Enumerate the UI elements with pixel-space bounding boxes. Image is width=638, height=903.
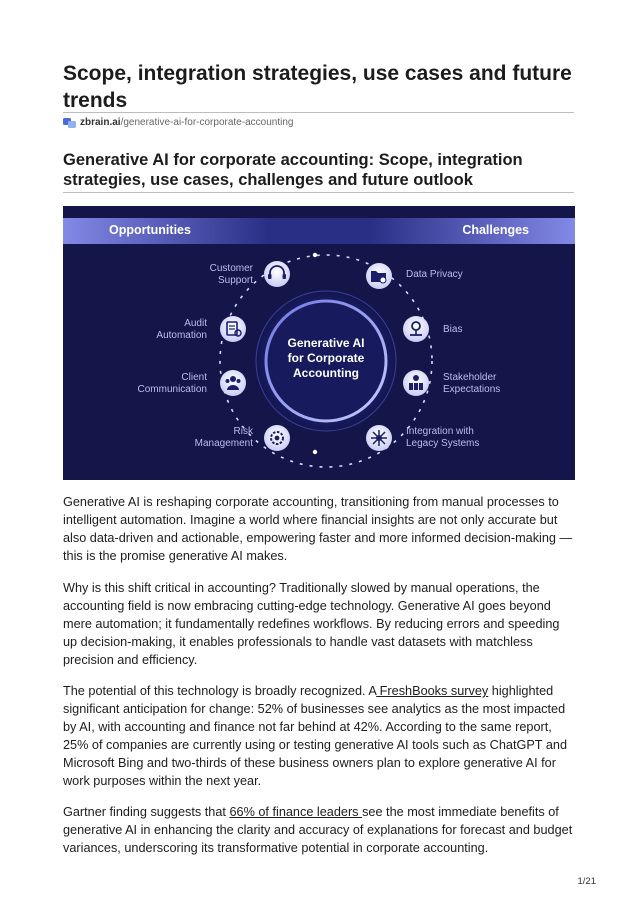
paragraph-1: Generative AI is reshaping corporate accounting, transitioning from manual processes to intelligent automation. Imagine a world where financial insights are not only accurate but also data-driven and actionable, empowering faster and more informed decision-making —this is the promise generative AI makes. bbox=[63, 495, 573, 563]
challenges-label: Challenges bbox=[462, 223, 529, 237]
center-title-line2: for Corporate bbox=[287, 351, 365, 365]
source-link[interactable] bbox=[63, 117, 293, 128]
audit-automation-label bbox=[133, 318, 207, 342]
center-title-line1: Generative AI bbox=[287, 336, 365, 350]
paragraph-3-rest: highlighted significant anticipation for change: 52% of businesses see analytics as the most impacted by AI, with accounting and finance not far behind at 42%. According to the same report, 25% of companies are currently using or testing generative AI tools such as ChatGPT and Microsoft Bing and two-thirds of these business owners plan to explore generative AI for work purposes within the next year. bbox=[63, 684, 568, 788]
stakeholder-icon bbox=[403, 370, 429, 396]
heading-divider bbox=[63, 192, 574, 193]
risk-gear-icon bbox=[264, 425, 290, 451]
client-line1: Client bbox=[181, 372, 207, 383]
ring-dot-top bbox=[313, 253, 317, 257]
data-privacy-label: Data Privacy bbox=[406, 269, 463, 280]
source-path: /generative-ai-for-corporate-accounting bbox=[120, 117, 294, 128]
stakeholder-expectations-label bbox=[443, 372, 543, 396]
integration-line2: Legacy Systems bbox=[406, 438, 480, 449]
paragraph-4-start: Gartner finding suggests that bbox=[63, 805, 230, 819]
audit-line1: Audit bbox=[184, 318, 207, 329]
bias-icon bbox=[403, 316, 429, 342]
center-title bbox=[268, 336, 384, 381]
article-heading: Generative AI for corporate accounting: Scope, integration strategies, use cases, challenges and future outlook bbox=[63, 151, 523, 189]
risk-management-label bbox=[173, 426, 253, 450]
risk-line1: Risk bbox=[233, 426, 253, 437]
paragraph-4-rest: see the most immediate benefits of generative AI in enhancing the clarity and accuracy of explanations for forecast and budget variances, underscoring its transformative potential in corporate accounting. bbox=[63, 805, 573, 855]
opportunities-label: Opportunities bbox=[109, 223, 191, 237]
audit-document-icon bbox=[220, 316, 246, 342]
integration-line1: Integration with bbox=[406, 426, 474, 437]
hero-diagram bbox=[63, 206, 575, 480]
paragraph-4 bbox=[63, 803, 577, 857]
bias-label: Bias bbox=[443, 324, 463, 335]
stakeholder-line1: Stakeholder bbox=[443, 372, 497, 383]
source-domain: zbrain.ai bbox=[80, 117, 121, 128]
finance-leaders-link[interactable]: 66% of finance leaders bbox=[229, 805, 363, 819]
site-favicon-icon bbox=[63, 118, 76, 128]
client-group-icon bbox=[220, 370, 246, 396]
title-divider bbox=[63, 112, 574, 113]
paragraph-3 bbox=[63, 682, 577, 790]
ring-dot-bottom bbox=[313, 450, 317, 454]
paragraph-3-start: The potential of this technology is broadly recognized. A bbox=[63, 684, 377, 698]
risk-line2: Management bbox=[194, 438, 253, 449]
freshbooks-survey-link[interactable]: FreshBooks survey bbox=[376, 684, 489, 698]
data-privacy-folder-icon bbox=[366, 263, 392, 289]
customer-support-label bbox=[183, 263, 253, 287]
page-number: 1/21 bbox=[577, 876, 596, 887]
client-communication-label bbox=[123, 372, 207, 396]
customer-support-line1: Customer bbox=[209, 263, 253, 274]
integration-network-icon bbox=[366, 425, 392, 451]
integration-legacy-label bbox=[406, 426, 526, 450]
headset-icon bbox=[264, 261, 290, 287]
center-title-line3: Accounting bbox=[293, 366, 359, 380]
page-title: Scope, integration strategies, use cases and future trends bbox=[63, 62, 572, 112]
client-line2: Communication bbox=[137, 384, 207, 395]
customer-support-line2: Support bbox=[217, 275, 253, 286]
audit-line2: Automation bbox=[156, 330, 207, 341]
paragraph-2: Why is this shift critical in accounting? Traditionally slowed by manual operations, the accounting field is now embracing cutting-edge technology. Generative AI goes beyond mere automation; it fundamentally redefines workflows. By reducing errors and speeding up decision-making, it enables professionals to handle vast datasets with matchless precision and efficiency. bbox=[63, 581, 560, 667]
stakeholder-line2: Expectations bbox=[443, 384, 501, 395]
